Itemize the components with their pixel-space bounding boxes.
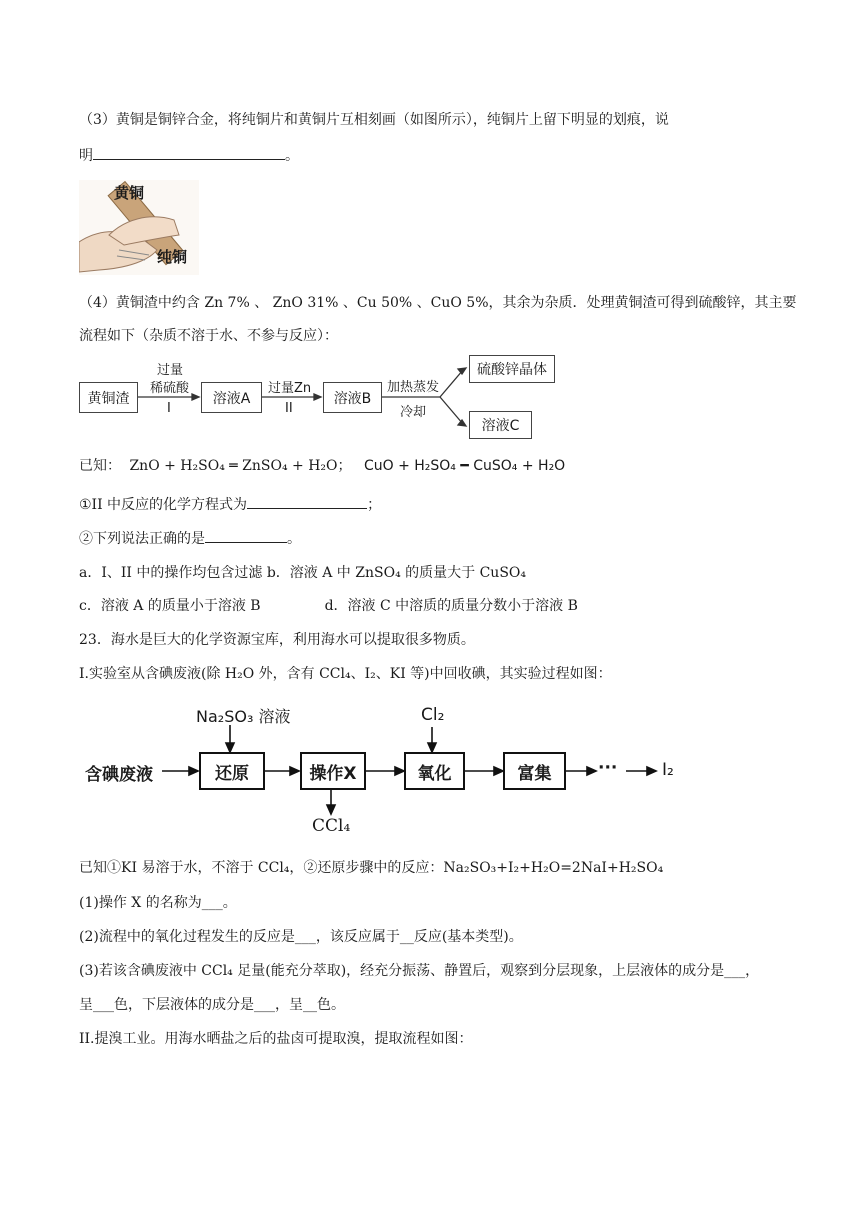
flow-box-oxidation: 氧化 [404, 752, 465, 790]
flow-input-sodium-sulfite: Na₂SO₃ 溶液 [196, 707, 291, 726]
q23-sub2: (2)流程中的氧化过程发生的反应是___，该反应属于__反应(基本类型)。 [79, 929, 523, 945]
flow-cl2-label: Cl₂ [421, 705, 445, 725]
q4-text-line2: 流程如下（杂质不溶于水、不参与反应）： [79, 328, 338, 344]
flow-box-brass-residue: 黄铜渣 [79, 382, 138, 413]
flow-step3-top: 加热蒸发 [387, 380, 440, 395]
flow-step1-top1: 过量 [157, 363, 184, 378]
q3-prefix: 明 [79, 148, 93, 164]
flow-box-zinc-sulfate-crystal: 硫酸锌晶体 [469, 355, 555, 383]
flow-step2-bottom: II [285, 401, 293, 416]
q23-sub3-line2: 呈___色，下层液体的成分是___，呈__色。 [79, 997, 345, 1013]
q3-text-line1: （3）黄铜是铜锌合金，将纯铜片和黄铜片互相刻画（如图所示），纯铜片上留下明显的划痕，说 [79, 112, 669, 128]
q4-sub2-suffix: 。 [287, 531, 301, 547]
flow-start-iodine-waste: 含碘废液 [85, 765, 153, 785]
q4-sub1-suffix: ； [367, 497, 382, 513]
flow-step2-top: 过量Zn [268, 381, 312, 396]
q23-sub1: (1)操作 X 的名称为___。 [79, 895, 237, 911]
q4-option-a-b: a．I、II 中的操作均包含过滤 b．溶液 A 中 ZnSO₄ 的质量大于 CuSO₄ [79, 565, 526, 581]
equation-zno: ZnO + H₂SO₄ ═ ZnSO₄ + H₂O； [129, 458, 352, 474]
flow-step1-top2: 稀硫酸 [150, 381, 190, 396]
flow-ccl4-label: CCl₄ [312, 816, 351, 836]
flow-box-operation-x: 操作X [300, 752, 366, 790]
q23-title: 23．海水是巨大的化学资源宝库，利用海水可以提取很多物质。 [79, 632, 475, 648]
known-prefix: 已知： [79, 458, 121, 474]
flow-box-reduction: 还原 [199, 752, 265, 790]
q23-part2: II.提溴工业。用海水晒盐之后的盐卤可提取溴，提取流程如图： [79, 1031, 473, 1047]
q23-sub3-line1: (3)若该含碘废液中 CCl₄ 足量(能充分萃取)，经充分振荡、静置后，观察到分层现象，上层液体的成分是___， [79, 963, 760, 979]
flow-step1-bottom: I [167, 401, 171, 416]
q4-sub1-text: ①II 中反应的化学方程式为 [79, 497, 248, 513]
flow-box-solution-b: 溶液B [323, 382, 382, 413]
q4-option-d: d．溶液 C 中溶质的质量分数小于溶液 B [324, 598, 578, 614]
flow-box-enrichment: 富集 [503, 752, 566, 790]
flow-end-iodine: I₂ [662, 760, 674, 780]
flow-step3-bottom: 冷却 [400, 405, 427, 420]
brass-label: 黄铜 [114, 184, 145, 202]
q4-text-line1: （4）黄铜渣中约含 Zn 7% 、 ZnO 31% 、Cu 50% 、CuO 5%，其余为杂质．处理黄铜渣可得到硫酸锌，其主要 [79, 295, 797, 311]
q4-sub2-text: ②下列说法正确的是 [79, 531, 205, 547]
flow-box-solution-c: 溶液C [469, 411, 532, 439]
q23-known: 已知①KI 易溶于水，不溶于 CCl₄，②还原步骤中的反应：Na₂SO₃+I₂+H₂O=2NaI+H₂SO₄ [79, 860, 664, 876]
q23-part1: I.实验室从含碘废液(除 H₂O 外，含有 CCl₄、I₂、KI 等)中回收碘，其实验过程如图： [79, 666, 612, 682]
flow-box-solution-a: 溶液A [201, 382, 262, 413]
q3-suffix: 。 [285, 148, 299, 164]
q4-option-c: c．溶液 A 的质量小于溶液 B [79, 598, 261, 614]
equation-cuo: CuO + H₂SO₄ ━ CuSO₄ + H₂O [363, 458, 566, 474]
flow-ellipsis: ··· [598, 758, 618, 778]
copper-label: 纯铜 [157, 248, 188, 266]
